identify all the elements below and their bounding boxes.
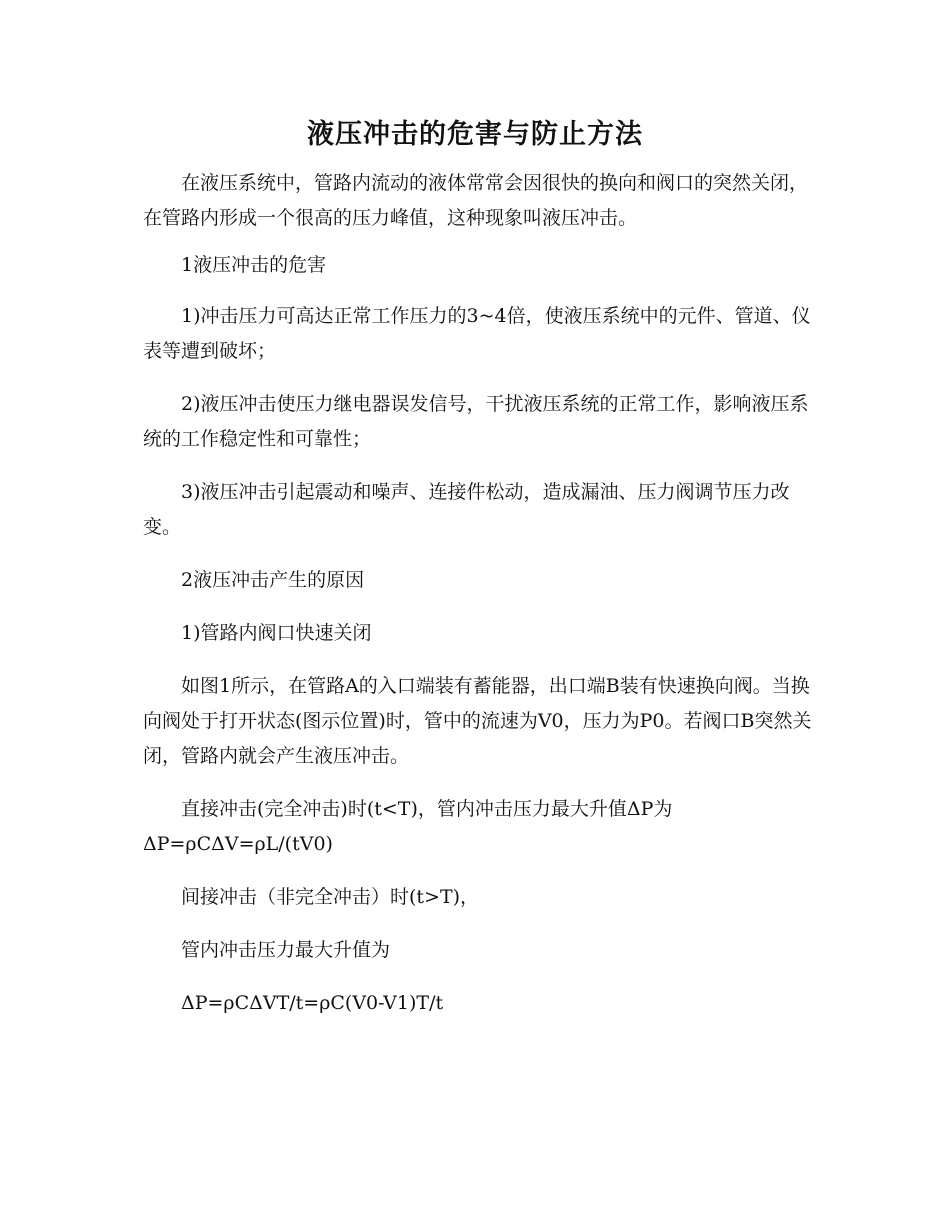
- paragraph-hazard-3: 3)液压冲击引起震动和噪声、连接件松动，造成漏油、压力阀调节压力改变。: [143, 481, 790, 538]
- paragraph-indirect-impact: 间接冲击（非完全冲击）时(t>T)，: [181, 886, 480, 908]
- paragraph-hazard-1: 1)冲击压力可高达正常工作压力的3~4倍，使液压系统中的元件、管道、仪表等遭到破坏；: [143, 305, 811, 362]
- formula-indirect-impact: ΔP=ρCΔVT/t=ρC(V0-V1)T/t: [181, 992, 444, 1014]
- paragraph-hazard-2: 2)液压冲击使压力继电器误发信号，干扰液压系统的正常工作，影响液压系统的工作稳定性和可靠性；: [143, 393, 809, 450]
- document-title: 液压冲击的危害与防止方法: [307, 119, 643, 150]
- paragraph-intro: 在液压系统中，管路内流动的液体常常会因很快的换向和阀口的突然关闭，在管路内形成一个很高的压力峰值，这种现象叫液压冲击。: [143, 172, 809, 229]
- formula-direct-impact: ΔP=ρCΔV=ρL/(tV0): [143, 833, 333, 855]
- paragraph-figure-description: 如图1所示，在管路A的入口端装有蓄能器，出口端B装有快速换向阀。当换向阀处于打开状态(图示位置)时，管中的流速为V0，压力为P0。若阀口B突然关闭，管路内就会产生液压冲击。: [143, 675, 812, 767]
- section-heading-hazards: 1液压冲击的危害: [181, 254, 327, 276]
- paragraph-max-rise: 管内冲击压力最大升值为: [181, 939, 391, 961]
- document-body: [143, 166, 813, 1021]
- paragraph-cause-1: 1)管路内阀口快速关闭: [181, 622, 372, 644]
- paragraph-direct-impact: 直接冲击(完全冲击)时(t<T)，管内冲击压力最大升值ΔP为: [181, 798, 673, 820]
- section-heading-causes: 2液压冲击产生的原因: [181, 569, 365, 591]
